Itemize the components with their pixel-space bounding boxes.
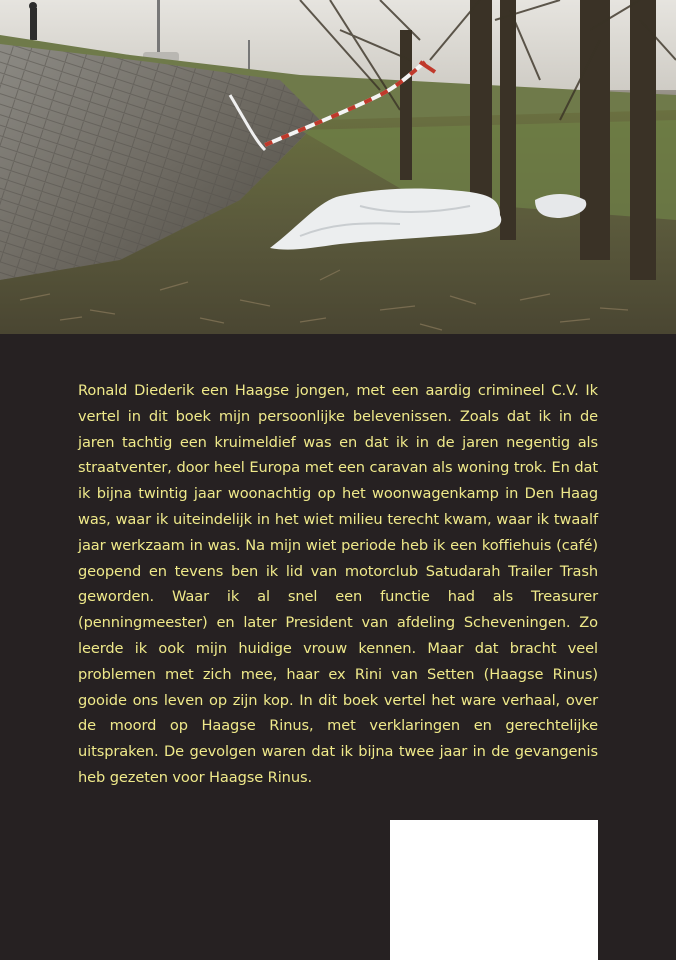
back-cover-blurb: Ronald Diederik een Haagse jongen, met een aardig crimineel C.V. Ik vertel in dit boek mijn persoonlijke belevenissen. Zoals dat ik in de jaren tachtig een kruimeldief was en dat ik in de jaren negentig als straatventer, door heel Europa met een caravan als woning trok. En dat ik bijna twintig jaar woonachtig op het woonwagenkamp in Den Haag was, waar ik uiteindelijk in het wiet milieu terecht kwam, waar ik twaalf jaar werkzaam in was. Na mijn wiet periode heb ik een koffiehuis (café) geopend en tevens ben ik lid van motorclub Satudarah Trailer Trash geworden. Waar ik al snel een functie had als Treasurer (penningmeester) en later President van afdeling Scheveningen. Zo leerde ik ook mijn huidige vrouw kennen. Maar dat bracht veel problemen met zich mee, haar ex Rini van Setten (Haagse Rinus) gooide ons leven op zijn kop. In dit boek vertel het ware verhaal, over de moord op Haagse Rinus, met verklaringen en gerechtelijke uitspraken. De gevolgen waren dat ik bijna twee jaar in de gevangenis heb gezeten voor Haagse Rinus.	[78, 382, 598, 786]
photo-illustration	[0, 0, 676, 334]
crime-scene-photo	[0, 0, 676, 334]
barcode-area	[390, 820, 598, 960]
